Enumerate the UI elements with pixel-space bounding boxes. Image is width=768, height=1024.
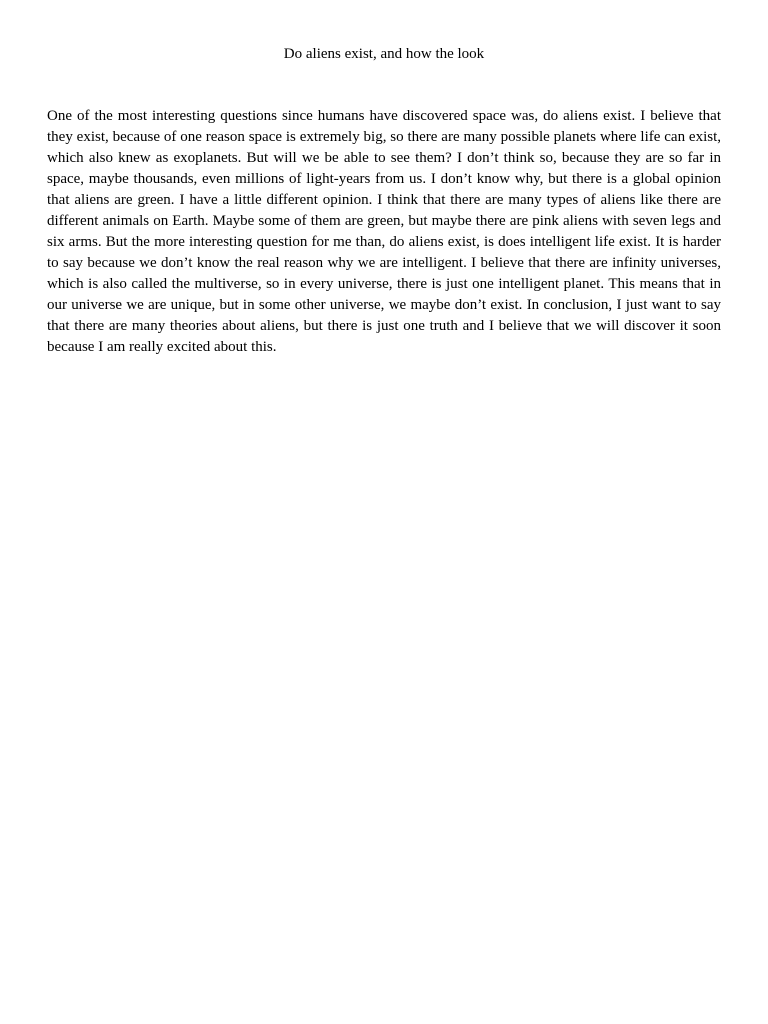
document-title: Do aliens exist, and how the look bbox=[283, 46, 485, 62]
document-paragraph: One of the most interesting questions since humans have discovered space was, do aliens exist. I believe that they exist, because of one reason space is extremely big, so there are many possible planets where life can exist, which also knew as exoplanets. But will we be able to see them? I don’t think so, because they are so far in space, maybe thousands, even millions of light-years from us. I don’t know why, but there is a global opinion that aliens are green. I have a little different opinion. I think that there are many types of aliens like there are different animals on Earth. Maybe some of them are green, but maybe there are pink aliens with seven legs and six arms. But the more interesting question for me than, do aliens exist, is does intelligent life exist. It is harder to say because we don’t know the real reason why we are intelligent. I believe that there are infinity universes, which is also called the multiverse, so in every universe, there is just one intelligent planet. This means that in our universe we are unique, but in some other universe, we maybe don’t exist. In conclusion, I just want to say that there are many theories about aliens, but there is just one truth and I believe that we will discover it soon because I am really excited about this. bbox=[47, 108, 721, 355]
